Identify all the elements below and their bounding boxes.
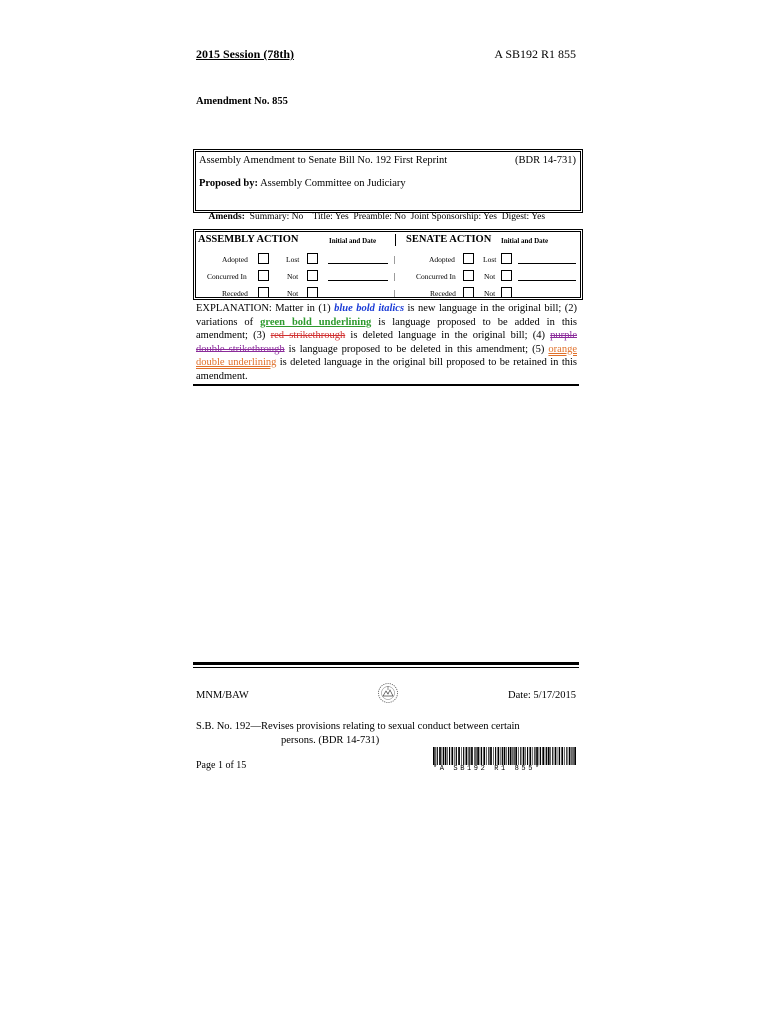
session-title: 2015 Session (78th) bbox=[196, 47, 295, 61]
explanation-part-2: is new language in the original bill; (2) variations of bbox=[196, 303, 577, 328]
senate-not-label-2: Not bbox=[484, 289, 496, 298]
footer-rule-thin bbox=[193, 667, 579, 668]
amends-row bbox=[199, 202, 545, 232]
amendment-number: Amendment No. 855 bbox=[196, 96, 288, 107]
assembly-lost-label: Lost bbox=[286, 255, 300, 264]
senate-not-checkbox-1[interactable] bbox=[501, 270, 512, 281]
legend-purple-double-strikethrough: purple double strikethrough bbox=[196, 330, 577, 355]
assembly-not-checkbox-1[interactable] bbox=[307, 270, 318, 281]
bill-summary-line-1: S.B. No. 192—Revises provisions relating to sexual conduct between certain bbox=[196, 721, 520, 732]
senate-not-checkbox-2[interactable] bbox=[501, 287, 512, 298]
assembly-initial-line-2[interactable] bbox=[328, 280, 388, 281]
assembly-adopted-label: Adopted bbox=[222, 255, 248, 264]
footer-rule-thick bbox=[193, 662, 579, 665]
senate-concurred-label: Concurred In bbox=[416, 272, 456, 281]
assembly-receded-label: Receded bbox=[222, 289, 248, 298]
senate-concurred-checkbox[interactable] bbox=[463, 270, 474, 281]
assembly-not-label-1: Not bbox=[287, 272, 299, 281]
assembly-concurred-label: Concurred In bbox=[207, 272, 247, 281]
assembly-not-checkbox-2[interactable] bbox=[307, 287, 318, 298]
senate-initial-line-1[interactable] bbox=[518, 263, 576, 264]
senate-lost-checkbox[interactable] bbox=[501, 253, 512, 264]
drafter-initials: MNM/BAW bbox=[196, 690, 249, 701]
bdr-number: (BDR 14-731) bbox=[515, 155, 576, 166]
assembly-lost-checkbox[interactable] bbox=[307, 253, 318, 264]
amendment-info-box bbox=[193, 149, 583, 222]
legend-blue-bold-italics: blue bold italics bbox=[334, 303, 405, 314]
senate-initial-line-3[interactable] bbox=[518, 297, 576, 298]
senate-receded-checkbox[interactable] bbox=[463, 287, 474, 298]
assembly-initial-line-1[interactable] bbox=[328, 263, 388, 264]
explanation-part-6: is deleted language in the original bill proposed to be retained in this amendment. bbox=[196, 357, 577, 382]
proposed-by-row bbox=[199, 178, 406, 189]
action-box bbox=[193, 229, 583, 300]
assembly-receded-checkbox[interactable] bbox=[258, 287, 269, 298]
bill-reference: A SB192 R1 855 bbox=[494, 47, 576, 61]
senate-lost-label: Lost bbox=[483, 255, 497, 264]
barcode-text: *A SB192 R1 855* bbox=[433, 765, 542, 773]
explanation-part-5: is language proposed to be deleted in this amendment; (5) bbox=[284, 343, 549, 355]
barcode-icon bbox=[433, 747, 577, 765]
assembly-initial-line-3[interactable] bbox=[328, 297, 388, 298]
amendment-title: Assembly Amendment to Senate Bill No. 192 First Reprint bbox=[199, 155, 448, 166]
assembly-action-title: ASSEMBLY ACTION bbox=[198, 234, 299, 245]
senate-not-label-1: Not bbox=[484, 272, 496, 281]
proposed-by-label: Proposed by: bbox=[199, 178, 259, 189]
senate-adopted-checkbox[interactable] bbox=[463, 253, 474, 264]
action-divider bbox=[395, 234, 396, 246]
explanation-part-1: EXPLANATION: Matter in (1) bbox=[196, 303, 335, 314]
senate-adopted-label: Adopted bbox=[429, 255, 455, 264]
separator-1: | bbox=[394, 255, 396, 264]
assembly-adopted-checkbox[interactable] bbox=[258, 253, 269, 264]
bill-summary-line-2: persons. (BDR 14-731) bbox=[281, 735, 380, 746]
explanation-part-3: is language proposed to be added in this amendment; (3) bbox=[196, 316, 577, 341]
assembly-concurred-checkbox[interactable] bbox=[258, 270, 269, 281]
amends-value: Summary: No Title: Yes Preamble: No Joint Sponsorship: Yes Digest: Yes bbox=[249, 212, 546, 222]
senate-receded-label: Receded bbox=[430, 289, 456, 298]
explanation-text bbox=[196, 302, 577, 383]
legend-orange-double-underlining: orange double underlining bbox=[196, 343, 577, 368]
assembly-not-label-2: Not bbox=[287, 289, 299, 298]
explanation-part-4: is deleted language in the original bill; (4) bbox=[345, 330, 551, 341]
proposed-by-value: Assembly Committee on Judiciary bbox=[260, 178, 406, 189]
senate-initial-line-2[interactable] bbox=[518, 280, 576, 281]
senate-initial-date-label: Initial and Date bbox=[501, 237, 549, 245]
separator-3: | bbox=[394, 289, 396, 298]
page-number: Page 1 of 15 bbox=[196, 760, 247, 771]
legend-red-strikethrough: red strikethrough bbox=[270, 330, 346, 341]
state-seal-icon bbox=[377, 682, 399, 704]
legend-green-underlining: green bold underlining bbox=[260, 316, 372, 328]
separator-2: | bbox=[394, 272, 396, 281]
assembly-initial-date-label: Initial and Date bbox=[329, 237, 377, 245]
amendment-date: Date: 5/17/2015 bbox=[508, 690, 576, 701]
amends-label: Amends: bbox=[208, 212, 245, 222]
explanation-underline bbox=[193, 384, 579, 386]
senate-action-title: SENATE ACTION bbox=[406, 234, 492, 245]
